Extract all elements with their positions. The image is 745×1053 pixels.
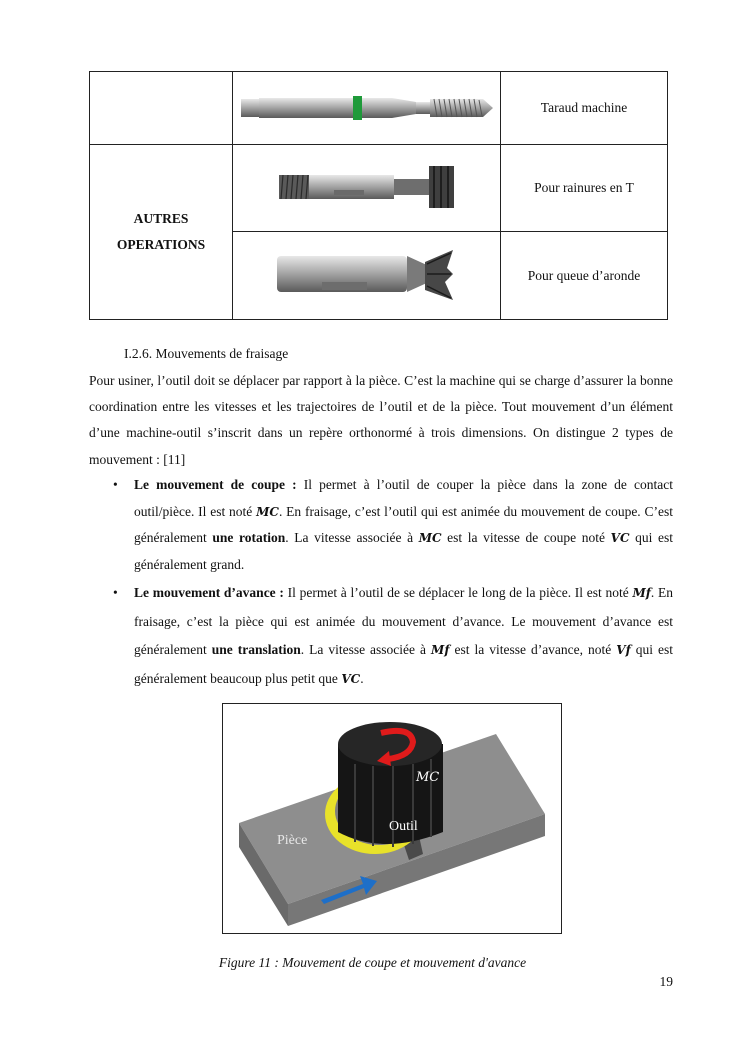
intro-paragraph: Pour usiner, l’outil doit se déplacer par rapport à la pièce. C’est la machine qui se charge d’assurer la bonne coordination entre les vitesses et les trajectoires de l’outil et de la pièce. Tout mouvement d’un élément d’une machine-outil s’inscrit dans un repère orthonormé à trois dimensions. On distingue 2 types de mouvement : [11] [89,373,673,467]
bullet-text: Il permet à l’outil de se déplacer le long de la pièce. Il est noté [283,585,633,600]
bullet-text: . [360,670,364,686]
piece-label: Pièce [277,833,308,848]
bullet-text: qui est généralement grand. [134,530,674,572]
t-slot-cutter-icon [279,163,454,213]
milling-figure [222,703,562,934]
table-cell-empty [90,72,233,145]
table-row [90,145,668,232]
math-symbol: 𝑴𝑪 [418,531,442,545]
tool-image-cell [233,232,501,320]
bullet-icon: • [113,477,118,492]
tool-description: Taraud machine [501,72,668,145]
bullet-text: Il permet à l’outil de couper la pièce dans la zone de contact outil/pièce. Il est noté [134,477,673,519]
bullet-text: . En fraisage, c’est l’outil qui est animée du mouvement de coupe. C’est généralement [134,503,673,545]
page-number: 19 [659,974,673,989]
bullet-title: Le mouvement de coupe : [134,477,297,492]
emphasis-text: une rotation [212,530,286,545]
dovetail-cutter-icon [277,250,457,302]
bullet-title: Le mouvement d’avance : [134,585,284,600]
tool-image-cell [233,145,501,232]
category-label-line: AUTRES [133,211,189,226]
bullet-icon: • [113,585,118,600]
bullet-text: . La vitesse associée à [300,642,432,657]
bullet-text: est la vitesse d’avance, noté [449,642,617,657]
tool-image-cell [233,72,501,145]
math-symbol: 𝑽𝒇 [616,643,631,657]
tool-description: Pour queue d’aronde [501,232,668,320]
math-symbol: 𝑴𝒇 [632,586,651,600]
milling-diagram [223,704,561,933]
table-row [90,72,668,145]
bullet-text: . En fraisage, c’est la pièce qui est animée du mouvement d’avance. Le mouvement d’avance est généralement [134,585,674,657]
bullet-text: est la vitesse de coupe noté [441,530,611,545]
movement-list [108,472,673,693]
category-label-line: OPERATIONS [116,237,206,252]
mc-label: 𝑀𝐶 [416,770,440,785]
math-symbol: 𝑽𝑪 [341,671,361,686]
list-item [108,472,673,578]
section-heading: I.2.6. Mouvements de fraisage [124,346,289,361]
tool-description: Pour rainures en T [501,145,668,232]
math-symbol: 𝑽𝑪 [610,531,630,545]
list-item [108,579,673,693]
bullet-text: qui est généralement beaucoup plus petit que [134,642,674,686]
bullet-text: . La vitesse associée à [285,530,419,545]
tool-label: Outil [389,819,418,834]
tap-tool-icon [241,93,493,123]
math-symbol: 𝑴𝒇 [431,643,450,657]
math-symbol: 𝑴𝑪 [256,504,279,519]
figure-caption: Figure 11 : Mouvement de coupe et mouvement d'avance [218,955,527,970]
emphasis-text: une translation [211,642,301,657]
category-cell [90,145,233,320]
tools-table [89,71,668,320]
